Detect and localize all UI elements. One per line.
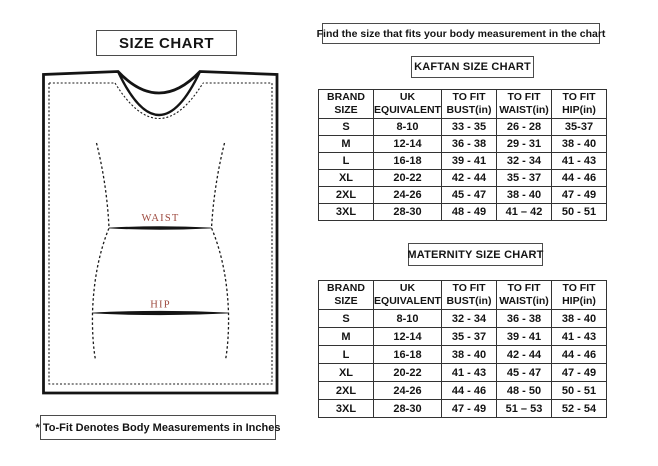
column-header: UK EQUIVALENT <box>374 90 442 119</box>
table-cell: 47 - 49 <box>552 187 607 204</box>
table-cell: 29 - 31 <box>497 136 552 153</box>
column-header: BRAND SIZE <box>319 90 374 119</box>
column-header: UK EQUIVALENT <box>374 281 442 310</box>
table-cell: M <box>319 136 374 153</box>
table-cell: 2XL <box>319 187 374 204</box>
table-cell: 48 - 50 <box>497 382 552 400</box>
table-cell: 51 – 53 <box>497 400 552 418</box>
table-cell: 35 - 37 <box>442 328 497 346</box>
table-cell: 38 - 40 <box>497 187 552 204</box>
table-cell: 44 - 46 <box>442 382 497 400</box>
table-cell: 45 - 47 <box>497 364 552 382</box>
table-cell: 33 - 35 <box>442 119 497 136</box>
table-cell: 38 - 40 <box>552 136 607 153</box>
table-cell: 41 – 42 <box>497 204 552 221</box>
table-cell: S <box>319 119 374 136</box>
table-cell: 36 - 38 <box>497 310 552 328</box>
table-row <box>319 310 607 328</box>
table-cell: 47 - 49 <box>552 364 607 382</box>
table-cell: 44 - 46 <box>552 346 607 364</box>
table-cell: 38 - 40 <box>552 310 607 328</box>
table-cell: 44 - 46 <box>552 170 607 187</box>
table-cell: 41 - 43 <box>442 364 497 382</box>
garment-outline <box>44 72 278 394</box>
table-cell: 52 - 54 <box>552 400 607 418</box>
table-cell: 50 - 51 <box>552 382 607 400</box>
table-cell: 50 - 51 <box>552 204 607 221</box>
table-cell: 47 - 49 <box>442 400 497 418</box>
table-cell: 42 - 44 <box>442 170 497 187</box>
table-cell: 12-14 <box>374 136 442 153</box>
page-title: SIZE CHART <box>96 30 237 56</box>
column-header: TO FIT BUST(in) <box>442 281 497 310</box>
body-silhouette-left <box>92 143 109 360</box>
table-row <box>319 400 607 418</box>
column-header: BRAND SIZE <box>319 281 374 310</box>
table-cell: S <box>319 310 374 328</box>
table-row <box>319 328 607 346</box>
maternity-size-table <box>318 280 607 418</box>
table-row <box>319 187 607 204</box>
kaftan-size-table <box>318 89 607 221</box>
table-cell: 39 - 41 <box>442 153 497 170</box>
table-cell: 2XL <box>319 382 374 400</box>
table-row <box>319 170 607 187</box>
table-cell: 35-37 <box>552 119 607 136</box>
table-cell: 16-18 <box>374 153 442 170</box>
table-cell: XL <box>319 170 374 187</box>
maternity-table-title: MATERNITY SIZE CHART <box>408 243 543 266</box>
table-cell: 3XL <box>319 204 374 221</box>
table-cell: 41 - 43 <box>552 153 607 170</box>
table-cell: 32 - 34 <box>497 153 552 170</box>
kaftan-table-title: KAFTAN SIZE CHART <box>411 56 534 78</box>
column-header: TO FIT WAIST(in) <box>497 281 552 310</box>
table-row <box>319 136 607 153</box>
table-cell: M <box>319 328 374 346</box>
table-cell: 42 - 44 <box>497 346 552 364</box>
table-cell: 24-26 <box>374 382 442 400</box>
instruction-banner: Find the size that fits your body measurement in the chart <box>322 23 600 44</box>
table-cell: 38 - 40 <box>442 346 497 364</box>
table-row <box>319 364 607 382</box>
table-row <box>319 119 607 136</box>
waist-line <box>109 227 212 230</box>
column-header: TO FIT HIP(in) <box>552 281 607 310</box>
to-fit-note: * To-Fit Denotes Body Measurements in Inches <box>40 415 276 440</box>
table-row <box>319 204 607 221</box>
table-cell: 32 - 34 <box>442 310 497 328</box>
table-row <box>319 382 607 400</box>
table-cell: 8-10 <box>374 310 442 328</box>
table-cell: 45 - 47 <box>442 187 497 204</box>
table-cell: 48 - 49 <box>442 204 497 221</box>
table-cell: 41 - 43 <box>552 328 607 346</box>
table-row <box>319 346 607 364</box>
table-cell: 12-14 <box>374 328 442 346</box>
table-cell: 35 - 37 <box>497 170 552 187</box>
table-cell: 36 - 38 <box>442 136 497 153</box>
table-cell: L <box>319 346 374 364</box>
table-cell: 24-26 <box>374 187 442 204</box>
table-cell: 20-22 <box>374 170 442 187</box>
kaftan-header-row <box>319 90 607 119</box>
table-cell: 8-10 <box>374 119 442 136</box>
table-cell: 16-18 <box>374 346 442 364</box>
table-cell: 20-22 <box>374 364 442 382</box>
kaftan-diagram <box>42 70 279 396</box>
seam-dashed-rect <box>49 83 272 384</box>
table-cell: XL <box>319 364 374 382</box>
column-header: TO FIT HIP(in) <box>552 90 607 119</box>
table-row <box>319 153 607 170</box>
hip-label: HIP <box>150 299 171 311</box>
table-cell: L <box>319 153 374 170</box>
hip-line <box>92 311 229 314</box>
table-cell: 28-30 <box>374 204 442 221</box>
waist-label: WAIST <box>141 213 180 224</box>
column-header: TO FIT WAIST(in) <box>497 90 552 119</box>
maternity-header-row <box>319 281 607 310</box>
table-cell: 28-30 <box>374 400 442 418</box>
table-cell: 3XL <box>319 400 374 418</box>
body-silhouette-right <box>212 143 229 360</box>
column-header: TO FIT BUST(in) <box>442 90 497 119</box>
table-cell: 26 - 28 <box>497 119 552 136</box>
table-cell: 39 - 41 <box>497 328 552 346</box>
